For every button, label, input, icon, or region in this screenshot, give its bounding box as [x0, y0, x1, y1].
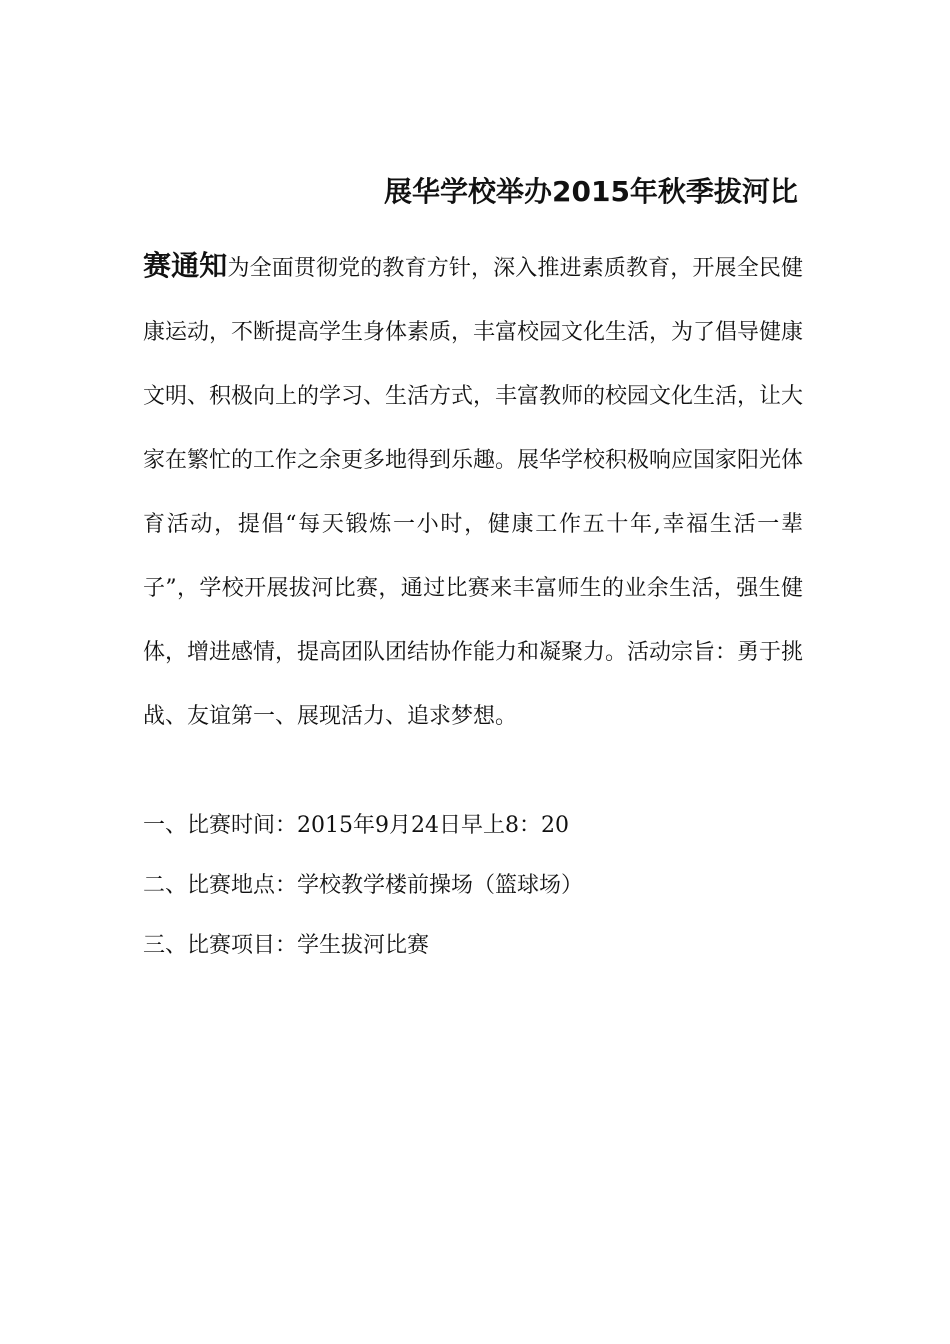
body-paragraph: 为全面贯彻党的教育方针，深入推进素质教育，开展全民健康运动，不断提高学生身体素质，丰富校园文化生活，为了倡导健康文明、积极向上的学习、生活方式，丰富教师的校园文化生活，让大家在繁忙的工作之余更多地得到乐趣。展华学校积极响应国家阳光体育活动，提倡“每天锻炼一小时，健康工作五十年,幸福生活一辈子”，学校开展拔河比赛，通过比赛来丰富师生的业余生活，强生健体，增进感情，提高团队团结协作能力和凝聚力。活动宗旨：勇于挑战、友谊第一、展现活力、追求梦想。 [143, 256, 804, 729]
document-title-continuation: 赛通知 [143, 249, 228, 282]
document-body [143, 234, 803, 749]
event-location-item: 二、比赛地点：学校教学楼前操场（篮球场） [143, 873, 584, 898]
event-type-item: 三、比赛项目：学生拔河比赛 [143, 933, 430, 958]
event-details-list [143, 806, 803, 986]
event-time-item: 一、比赛时间：2015年9月24日早上8：20 [143, 813, 569, 838]
document-title: 展华学校举办2015年秋季拔河比 [384, 175, 798, 208]
